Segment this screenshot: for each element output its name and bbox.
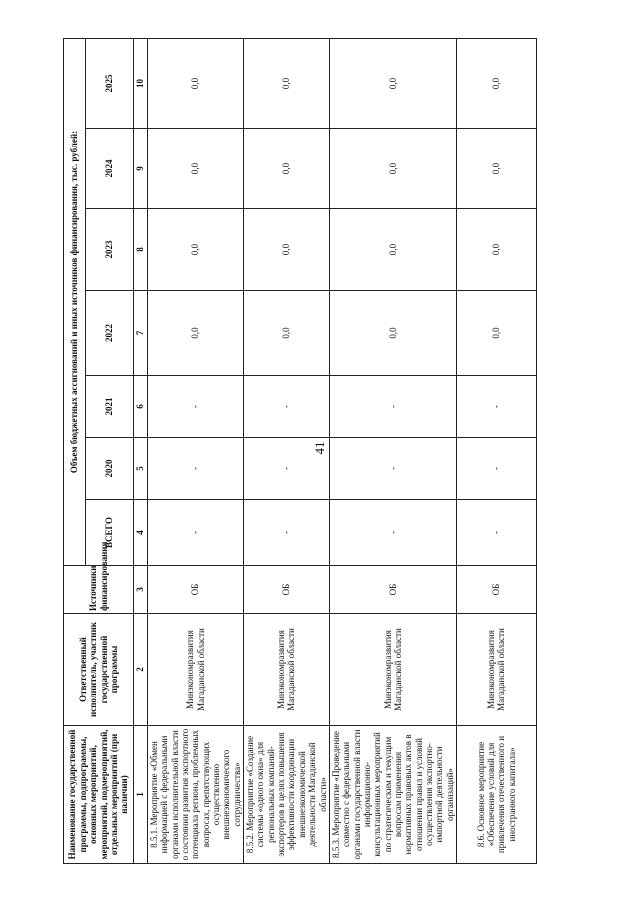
row-value-2024: 0,0 (148, 129, 244, 209)
header-source: Источники финансирования (64, 566, 134, 614)
col-num: 6 (134, 376, 148, 438)
row-value-total: - (329, 500, 456, 566)
row-value-2021: - (456, 376, 536, 438)
col-num: 2 (134, 614, 148, 726)
header-year-2025: 2025 (86, 38, 134, 128)
header-year-2022: 2022 (86, 291, 134, 376)
page-number: 41 (312, 441, 327, 455)
row-value-total: - (244, 500, 330, 566)
row-value-2022: 0,0 (244, 291, 330, 376)
col-num: 8 (134, 209, 148, 291)
col-num: 1 (134, 726, 148, 864)
row-executor: Минэкономразвития Магаданской области (329, 614, 456, 726)
row-value-2022: 0,0 (456, 291, 536, 376)
row-source: ОБ (456, 566, 536, 614)
header-year-2020: 2020 (86, 438, 134, 500)
row-name: 8.6. Основное мероприятие «Обеспечение условий для привлечения отечественного и иностранного капитала» (456, 726, 536, 864)
header-year-2023: 2023 (86, 209, 134, 291)
header-funding: Объем бюджетных ассигнований и иных источников финансирования, тыс. рублей: (64, 38, 86, 565)
column-number-row (134, 38, 148, 863)
row-source: ОБ (148, 566, 244, 614)
col-num: 5 (134, 438, 148, 500)
row-value-2021: - (148, 376, 244, 438)
header-executor: Ответственный исполнитель, участник государственной программы (64, 614, 134, 726)
row-name: 8.5.2. Мероприятие «Создание системы «одного окна» для региональных компаний-экспортеров в целях повышения эффективности координации внешнеэкономической деятельности Магаданской области» (244, 726, 330, 864)
col-num: 10 (134, 38, 148, 128)
row-value-2024: 0,0 (456, 129, 536, 209)
row-source: ОБ (244, 566, 330, 614)
col-num: 9 (134, 129, 148, 209)
row-value-2020: - (329, 438, 456, 500)
row-value-2025: 0,0 (148, 38, 244, 128)
row-value-2023: 0,0 (148, 209, 244, 291)
row-value-total: - (456, 500, 536, 566)
row-value-2021: - (329, 376, 456, 438)
header-row-1 (64, 38, 86, 863)
row-value-2024: 0,0 (329, 129, 456, 209)
row-executor: Минэкономразвития Магаданской области (148, 614, 244, 726)
row-value-2025: 0,0 (329, 38, 456, 128)
table-row (329, 38, 456, 863)
header-year-total: ВСЕГО (86, 500, 134, 566)
funding-table (63, 38, 537, 864)
table-row (456, 38, 536, 863)
table-row (148, 38, 244, 863)
row-value-2020: - (456, 438, 536, 500)
row-value-2022: 0,0 (148, 291, 244, 376)
rotated-table-container (63, 39, 515, 864)
row-source: ОБ (329, 566, 456, 614)
header-year-2021: 2021 (86, 376, 134, 438)
header-name: Наименование государственной программы, подпрограммы, основных мероприятий, мероприятий, подмероприятий, отдельных мероприятий (при наличии) (64, 726, 134, 864)
row-value-2023: 0,0 (456, 209, 536, 291)
col-num: 7 (134, 291, 148, 376)
table-row (244, 38, 330, 863)
row-name: 8.5.1. Мероприятие «Обмен информацией с федеральными органами исполнительной власти о состоянии развития экспортного потенциала региона, проблемных вопросах, препятствующих осуществлению внешнеэкономического сотрудничества» (148, 726, 244, 864)
row-value-2023: 0,0 (329, 209, 456, 291)
row-executor: Минэкономразвития Магаданской области (456, 614, 536, 726)
row-value-2021: - (244, 376, 330, 438)
row-value-2022: 0,0 (329, 291, 456, 376)
col-num: 3 (134, 566, 148, 614)
row-value-2025: 0,0 (456, 38, 536, 128)
row-executor: Минэкономразвития Магаданской области (244, 614, 330, 726)
row-value-total: - (148, 500, 244, 566)
row-value-2025: 0,0 (244, 38, 330, 128)
col-num: 4 (134, 500, 148, 566)
row-name: 8.5.3. Мероприятие «Проведение совместно с федеральными органами государственной власти информационно-консультационных мероприятий по стратегическим и текущим вопросам применения нормативных правовых актов в отношении правил и условий осуществления экспортно-импортной деятельности организаций» (329, 726, 456, 864)
header-year-2024: 2024 (86, 129, 134, 209)
row-value-2023: 0,0 (244, 209, 330, 291)
row-value-2024: 0,0 (244, 129, 330, 209)
row-value-2020: - (244, 438, 330, 500)
row-value-2020: - (148, 438, 244, 500)
